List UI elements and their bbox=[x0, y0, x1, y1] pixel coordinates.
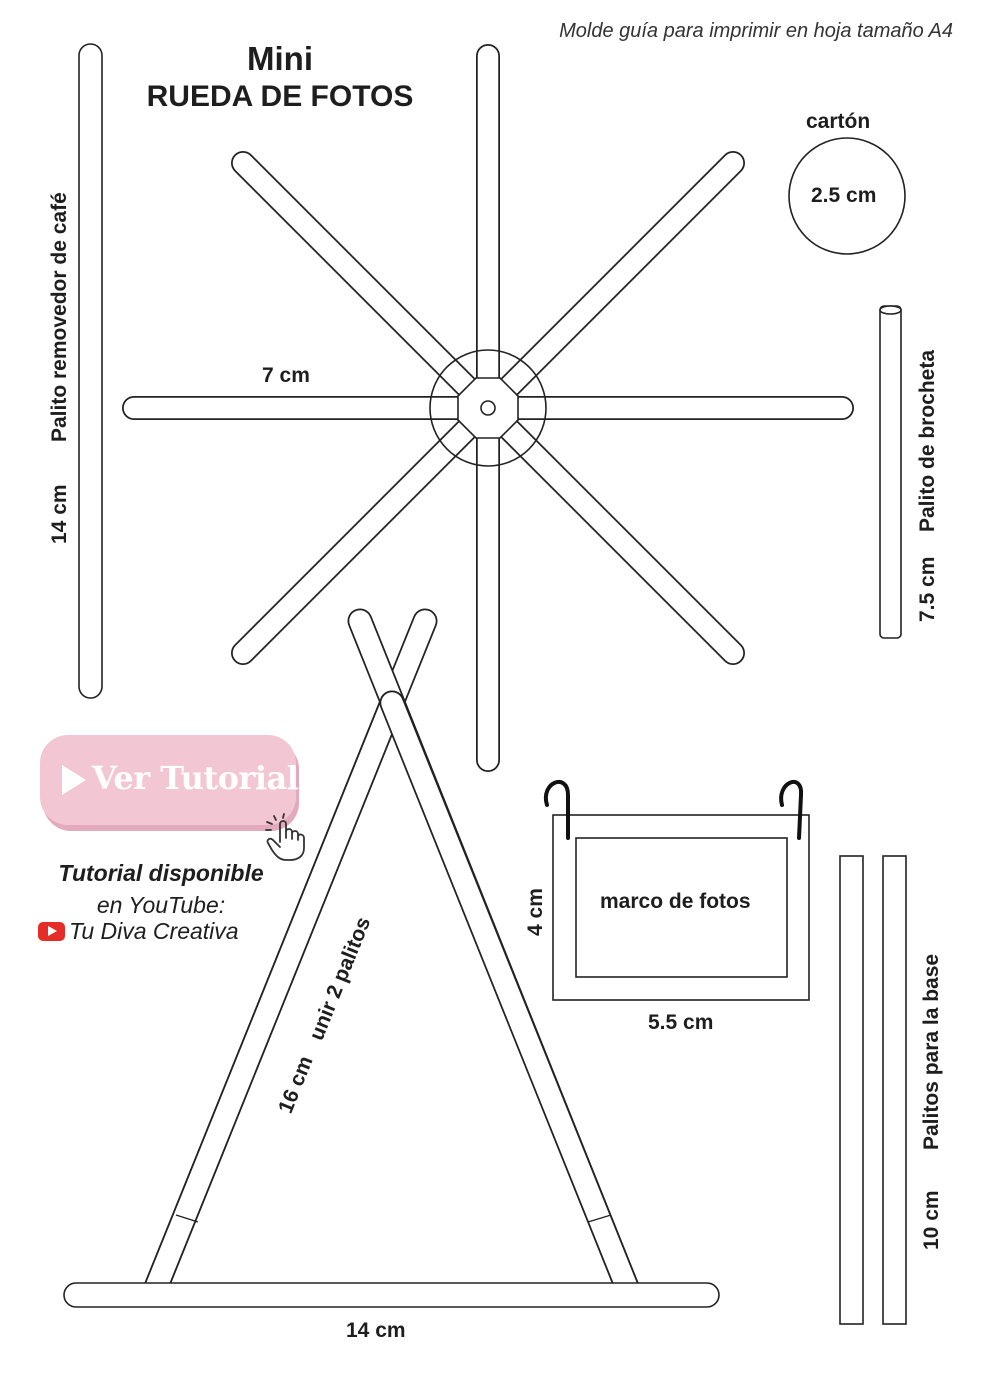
tutorial-platform-text: en YouTube: bbox=[96, 892, 226, 918]
wheel-axle-hole bbox=[481, 401, 495, 415]
stir-stick-size: 14 cm bbox=[48, 484, 71, 544]
pointer-hand-icon bbox=[260, 810, 310, 862]
channel-name: Tu Diva Creativa bbox=[69, 918, 239, 944]
stand-leg-size: 16 cm bbox=[274, 1052, 318, 1117]
page-title: Mini bbox=[247, 40, 313, 77]
base-stick-right bbox=[883, 856, 906, 1324]
stand-leg-label: unir 2 palitos bbox=[305, 913, 376, 1044]
base-sticks-label: Palitos para la base bbox=[920, 953, 943, 1150]
stand-base-size: 14 cm bbox=[346, 1319, 406, 1342]
skewer-label: Palito de brocheta bbox=[916, 349, 939, 532]
photo-frame-width: 5.5 cm bbox=[648, 1011, 714, 1034]
youtube-icon bbox=[38, 922, 65, 941]
ver-tutorial-label: Ver Tutorial bbox=[92, 759, 299, 797]
page-subtitle: RUEDA DE FOTOS bbox=[146, 80, 414, 113]
cardboard-label: cartón bbox=[806, 110, 871, 133]
youtube-channel-link[interactable] bbox=[38, 918, 239, 945]
tutorial-available-text: Tutorial disponible bbox=[58, 860, 264, 886]
stir-stick-label: Palito removedor de café bbox=[48, 192, 71, 442]
base-stick-left bbox=[840, 856, 863, 1324]
photo-frame-height: 4 cm bbox=[524, 888, 547, 936]
skewer-stick bbox=[880, 306, 901, 638]
stir-stick bbox=[79, 44, 102, 698]
skewer-size: 7.5 cm bbox=[916, 556, 939, 622]
print-note: Molde guía para imprimir en hoja tamaño A4 bbox=[559, 20, 953, 42]
base-sticks-size: 10 cm bbox=[920, 1190, 943, 1250]
cardboard-diameter: 2.5 cm bbox=[811, 184, 877, 207]
play-icon bbox=[62, 765, 86, 795]
stand-base-stick bbox=[64, 1283, 719, 1307]
ver-tutorial-button[interactable] bbox=[40, 735, 299, 825]
photo-frame-label: marco de fotos bbox=[600, 890, 751, 913]
spoke-length-label: 7 cm bbox=[262, 364, 310, 387]
